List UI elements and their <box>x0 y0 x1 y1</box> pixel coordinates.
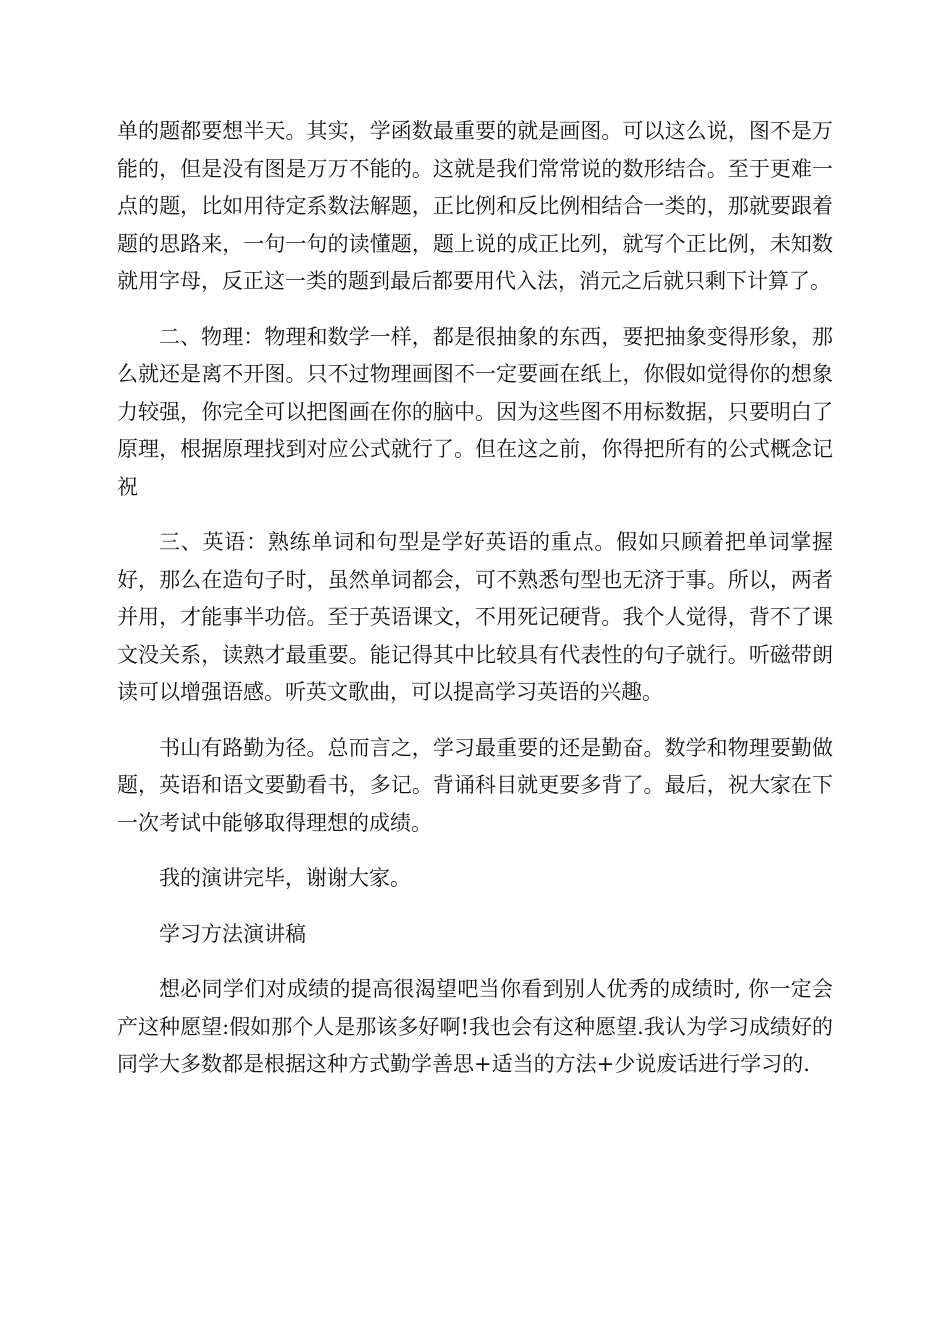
paragraph-physics: 二、物理：物理和数学一样，都是很抽象的东西，要把抽象变得形象，那么就还是离不开图。只不过物理画图不一定要画在纸上，你假如觉得你的想象力较强，你完全可以把图画在你的脑中。因为这些图不用标数据，只要明白了原理，根据原理找到对应公式就行了。但在这之前，你得把所有的公式概念记祝 <box>117 324 833 499</box>
paragraph-intro: 想必同学们对成绩的提高很渴望吧当你看到别人优秀的成绩时, 你一定会产这种愿望:假如那个人是那该多好啊!我也会有这种愿望.我认为学习成绩好的同学大多数都是根据这种方式勤学善思+适当的方法+少说废话进行学习的. <box>117 977 833 1076</box>
paragraph-math-continued: 单的题都要想半天。其实，学函数最重要的就是画图。可以这么说，图不是万能的，但是没有图是万万不能的。这就是我们常常说的数形结合。至于更难一点的题，比如用待定系数法解题，正比例和反比例相结合一类的，那就要跟着题的思路来，一句一句的读懂题，题上说的成正比列，就写个正比例，未知数就用字母，反正这一类的题到最后都要用代入法，消元之后就只剩下计算了。 <box>117 119 833 293</box>
paragraph-english: 三、英语：熟练单词和句型是学好英语的重点。假如只顾着把单词掌握好，那么在造句子时，虽然单词都会，可不熟悉句型也无济于事。所以，两者并用，才能事半功倍。至于英语课文，不用死记硬背。我个人觉得，背不了课文没关系，读熟才最重要。能记得其中比较具有代表性的句子就行。听磁带朗读可以增强语感。听英文歌曲，可以提高学习英语的兴趣。 <box>117 530 833 704</box>
paragraph-conclusion: 书山有路勤为径。总而言之，学习最重要的还是勤奋。数学和物理要勤做题，英语和语文要勤看书，多记。背诵科目就更要多背了。最后，祝大家在下一次考试中能够取得理想的成绩。 <box>117 735 833 835</box>
section-title: 学习方法演讲稿 <box>159 921 306 946</box>
document-body <box>117 113 833 1102</box>
paragraph-closing: 我的演讲完毕，谢谢大家。 <box>159 866 411 890</box>
